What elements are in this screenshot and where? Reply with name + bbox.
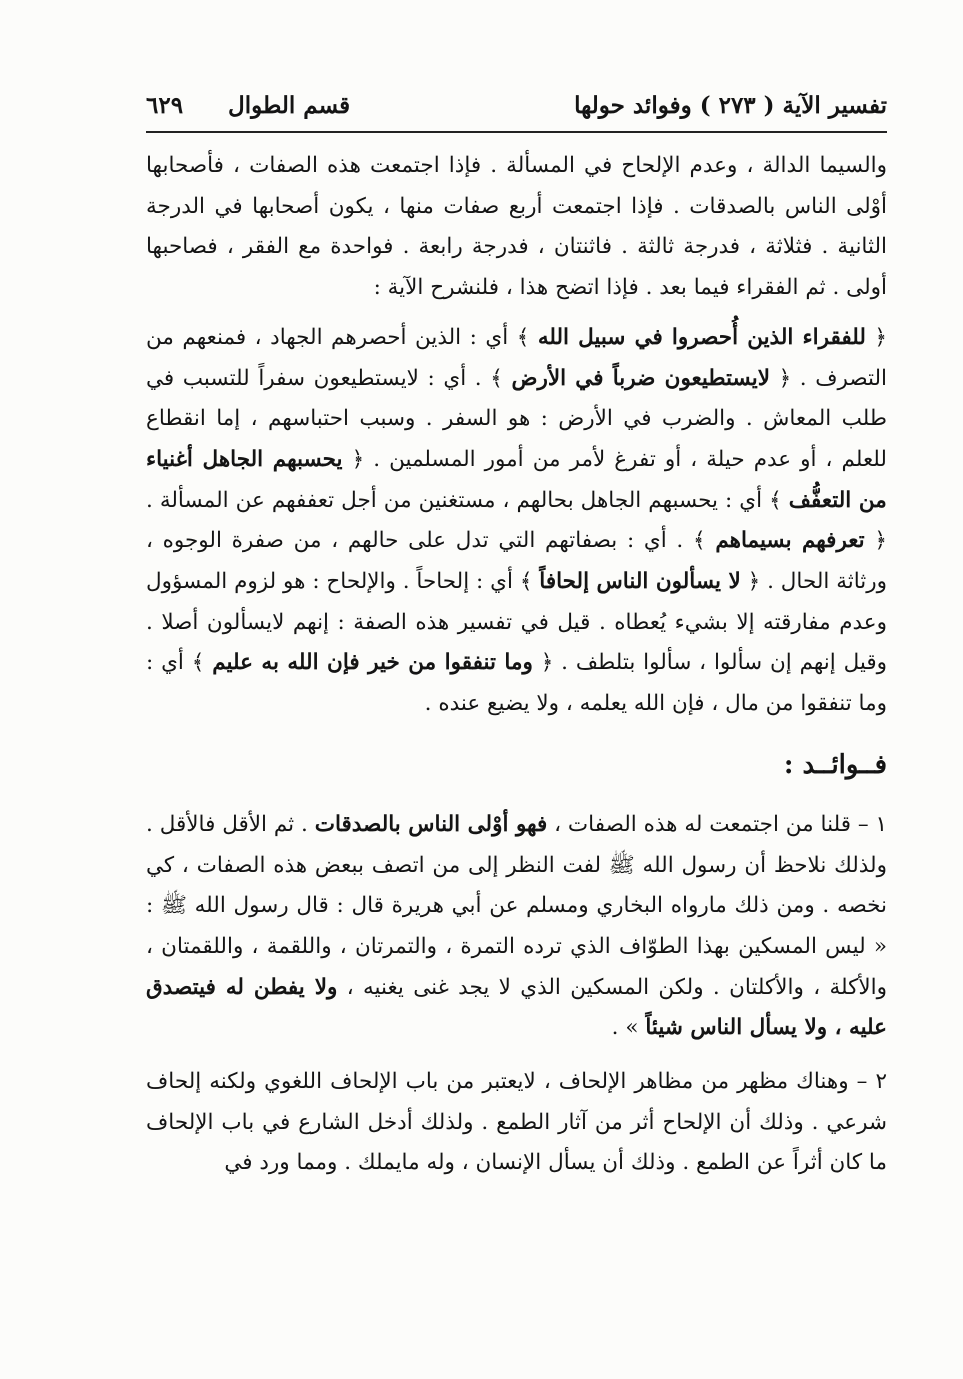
benefit-2: ٢ – وهناك مظهر من مظاهر الإلحاف ، لايعتبر من باب الإلحاف اللغوي ولكنه إلحاف شرعي . وذلك أن الإلحاح أثر من آثار الطمع . ولذلك أدخل الشارع في باب الإلحاف ما كان أثراً عن الطمع . وذلك أن يسأل الإنسان ، وله مايملك . ومما ورد في — [146, 1069, 887, 1176]
quran-quote: يحسبهم الجاهل أغنياء من التعفُّف — [146, 446, 887, 513]
bracket-open: ﴿ — [874, 324, 888, 350]
commentary-text: أي : الذين أحصرهم الجهاد ، فمنعهم من التصرف . — [146, 324, 888, 391]
quran-quote: تعرفهم بسيماهم — [715, 528, 865, 554]
quran-quote: لا يسألون الناس إلحافاً — [539, 569, 741, 595]
benefit-1 — [146, 805, 887, 1049]
commentary-text: أي : وما تنفقوا من مال ، فإن الله يعلمه ، ولا يضيع عنده . — [146, 650, 887, 717]
section-label: قسم الطوال — [228, 92, 351, 119]
benefit-text: » . — [611, 1015, 639, 1041]
commentary-text: . أي : بصفاتهم التي تدل على حالهم ، من صفرة الوجوه ، ورثاثة الحال . — [146, 528, 888, 595]
bracket-open: ﴿ — [351, 446, 365, 472]
page-header — [146, 92, 887, 132]
page-number: ٦٢٩ — [146, 92, 184, 119]
benefits-heading: فــوائــد : — [783, 749, 887, 780]
bracket-open: ﴿ — [747, 569, 761, 595]
benefit-text: ١ – قلنا من اجتمعت له هذه الصفات ، — [547, 811, 887, 837]
bracket-close: ﴾ — [769, 487, 782, 513]
bracket-close: ﴾ — [490, 365, 503, 391]
benefit-text: . ثم الأقل فالأقل . ولذلك نلاحظ أن رسول الله ﷺ لفت النظر إلى من اتصف ببعض هذه الصفات ، كي نخصه . ومن ذلك مارواه البخاري ومسلم عن أبي هريرة قال : قال رسول الله ﷺ : « ليس المسكين بهذا الطوّاف الذي ترده التمرة ، والتمرتان ، واللقمة ، واللقمتان ، والأكلة ، والأكلتان . ولكن المسكين الذي لا يجد غنى يغنيه ، — [146, 811, 887, 1000]
commentary-text: أي : إلحاحاً . والإلحاح : هو لزوم المسؤول وعدم مفارقته إلا بشيء يُعطاه . قيل في تفسير هذه الصفة : إنهم لايسألون أصلا . وقيل إنهم إن سألوا ، سألوا بتلطف . — [146, 569, 888, 676]
paragraph-intro: والسيما الدالة ، وعدم الإلحاح في المسألة . فإذا اجتمعت هذه الصفات ، فأصحابها أوْلى الناس بالصدقات . فإذا اجتمعت أربع صفات منها ، يكون أصحابها في الدرجة الثانية . فثلاثة ، فدرجة ثالثة . فاثنتان ، فدرجة رابعة . فواحدة مع الفقر ، فصاحبها أولى . ثم الفقراء فيما بعد . فإذا اتضح هذا ، فلنشرح الآية : — [146, 153, 887, 301]
quran-quote: وما تنفقوا من خير فإن الله به عليم — [212, 650, 533, 676]
paragraph-verse-commentary — [146, 318, 887, 725]
bracket-open: ﴿ — [874, 528, 887, 554]
page-body — [146, 146, 887, 1184]
commentary-text: . أي : لايستطيعون سفراً للتسبب في طلب المعاش . والضرب في الأرض : هو السفر . وسبب احتباسهم ، إما انقطاع للعلم ، أو عدم حيلة ، أو تفرغ لأمر من أمور المسلمين . — [146, 365, 887, 472]
bracket-open: ﴿ — [778, 365, 792, 391]
emphasis-text: فهو أوْلى الناس بالصدقات — [314, 811, 548, 837]
quran-quote: للفقراء الذين أُحصروا في سبيل الله — [537, 324, 866, 350]
bracket-close: ﴾ — [191, 650, 205, 676]
running-title: تفسير الآية ( ٢٧٣ ) وفوائد حولها — [574, 92, 887, 119]
header-rule — [146, 131, 887, 133]
emphasis-text: ولا يفطن له فيتصدق عليه ، ولا يسأل الناس شيئاً — [146, 974, 887, 1041]
bracket-close: ﴾ — [516, 324, 530, 350]
quran-quote: لايستطيعون ضرباً في الأرض — [511, 365, 770, 391]
bracket-close: ﴾ — [519, 569, 533, 595]
bracket-close: ﴾ — [692, 528, 706, 554]
commentary-text: أي : يحسبهم الجاهل بحالهم ، مستغنين من أجل تعففهم عن المسألة . — [146, 487, 763, 513]
bracket-open: ﴿ — [540, 650, 554, 676]
